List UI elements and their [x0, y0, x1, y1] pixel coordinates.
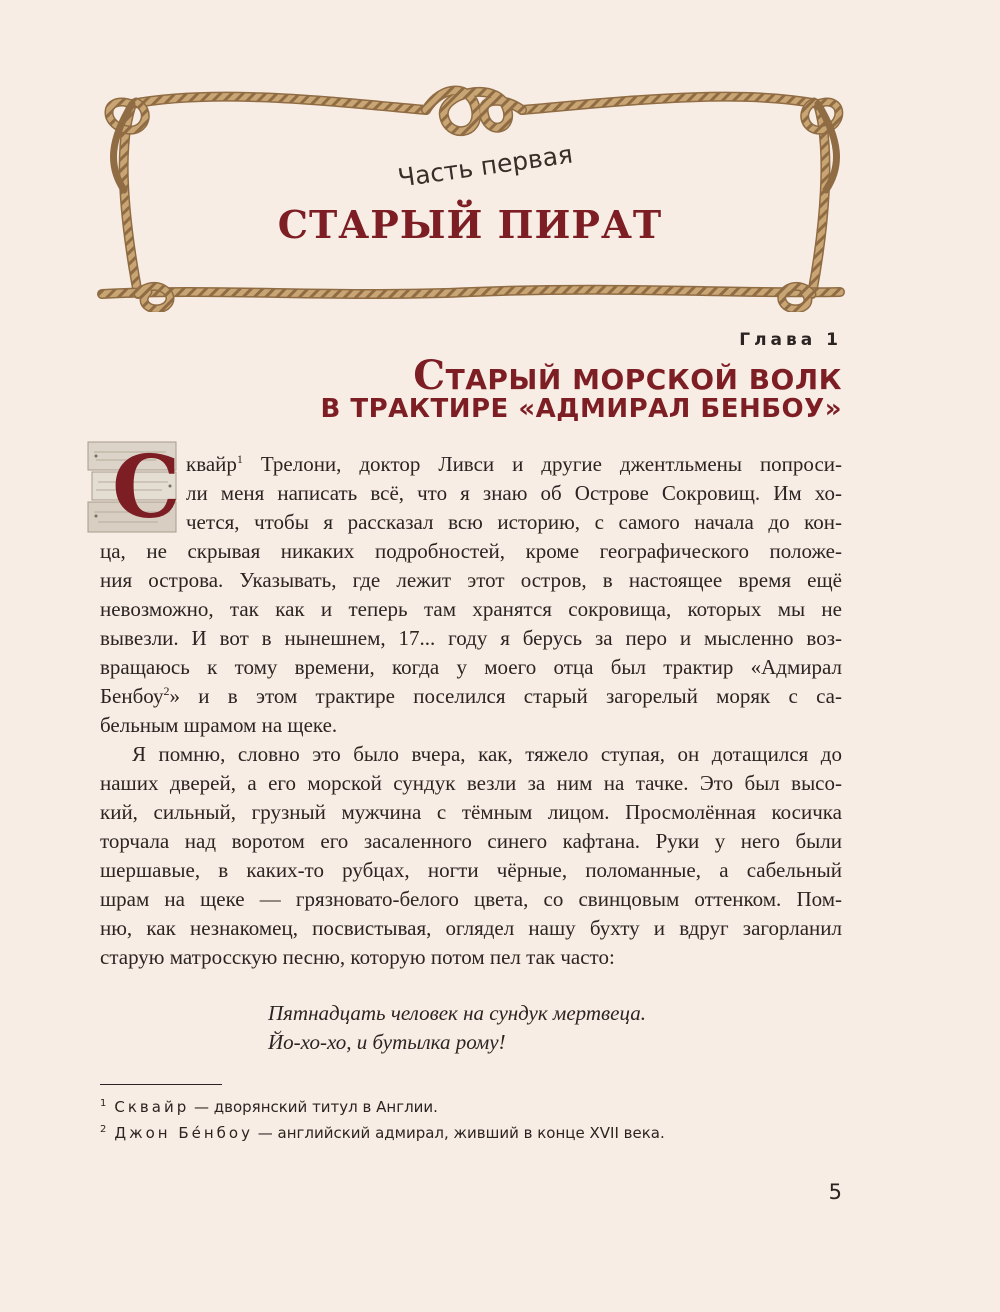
footnote-divider: [100, 1084, 222, 1085]
paragraph-1-line-7: вывезли. И вот в нынешнем, 17... году я берусь за перо и мысленно воз-: [100, 626, 842, 650]
footnote-number: 1: [100, 1098, 107, 1109]
text-span: квайр: [186, 452, 237, 476]
rope-frame-decoration: [96, 80, 848, 312]
text-span: Бенбоу: [100, 684, 164, 708]
paragraph-2-line-6: шрам на щеке — грязновато-белого цвета, со свинцовым оттенком. Пом-: [100, 887, 842, 911]
verse-line-2: Йо-хо-хо, и бутылка рому!: [268, 1030, 506, 1054]
paragraph-1-line-2: ли меня написать всё, что я знаю об Острове Сокровищ. Им хо-: [186, 481, 842, 505]
footnote-term: Джон Бéнбоу: [114, 1124, 253, 1142]
chapter-title-rest: ТАРЫЙ МОРСКОЙ ВОЛК: [445, 363, 842, 396]
paragraph-2-line-8: старую матросскую песню, которую потом пел так часто:: [100, 945, 615, 969]
footnote-ref-2[interactable]: 2: [163, 684, 170, 698]
paragraph-1-line-9: [100, 682, 842, 711]
paragraph-1-line-8: вращаюсь к тому времени, когда у моего отца был трактир «Адмирал: [100, 655, 842, 679]
part-label: Часть первая: [396, 139, 575, 193]
chapter-title-line-2: В ТРАКТИРЕ «АДМИРАЛ БЕНБОУ»: [320, 394, 842, 424]
paragraph-2-line-4: торчала над воротом его засаленного синего кафтана. Руки у него были: [100, 829, 842, 853]
paragraph-1-line-5: ния острова. Указывать, где лежит этот остров, в настоящее время ещё: [100, 568, 842, 592]
verse-line-1: Пятнадцать человек на сундук мертвеца.: [268, 1001, 646, 1025]
footnote-number: 2: [100, 1124, 107, 1135]
chapter-title-initial: С: [413, 352, 446, 399]
page-number: 5: [828, 1180, 842, 1204]
paragraph-2-line-1: Я помню, словно это было вчера, как, тяжело ступая, он дотащился до: [132, 742, 842, 766]
chapter-label: Глава 1: [739, 330, 842, 350]
paragraph-1-line-4: ца, не скрывая никаких подробностей, кроме географического положе-: [100, 539, 842, 563]
paragraph-1-line-1: [186, 450, 842, 479]
paragraph-1-line-10: бельным шрамом на щеке.: [100, 713, 338, 737]
footnote-1: [100, 1098, 438, 1116]
paragraph-2-line-2: наших дверей, а его морской сундук везли за ним на тачке. Это был высо-: [100, 771, 842, 795]
chapter-title-line-1: [413, 352, 842, 399]
footnote-term: Сквайр: [114, 1098, 190, 1116]
text-span: » и в этом трактире поселился старый загорелый моряк с са-: [169, 684, 842, 708]
paragraph-2-line-5: шершавые, в каких-то рубцах, ногти чёрные, поломанные, а сабельный: [100, 858, 842, 882]
footnote-text: — дворянский титул в Англии.: [189, 1098, 438, 1116]
part-title: СТАРЫЙ ПИРАТ: [277, 202, 663, 247]
body-text: [100, 450, 842, 972]
paragraph-1-line-6: невозможно, так как и теперь там хранятся сокровища, которых мы не: [100, 597, 842, 621]
text-span: Трелони, доктор Ливси и другие джентльмены попроси-: [242, 452, 842, 476]
drop-cap-letter: С: [112, 437, 181, 538]
paragraph-2-line-7: ню, как незнакомец, посвистывая, оглядел нашу бухту и вдруг загорланил: [100, 916, 842, 940]
footnote-2: [100, 1124, 665, 1142]
paragraph-2-line-3: кий, сильный, грузный мужчина с тёмным лицом. Просмолённая косичка: [100, 800, 842, 824]
paragraph-1-line-3: чется, чтобы я рассказал всю историю, с самого начала до кон-: [186, 510, 842, 534]
verse-epigraph: [268, 999, 646, 1057]
footnote-text: — английский адмирал, живший в конце XVII века.: [253, 1124, 665, 1142]
footnote-ref-1[interactable]: 1: [236, 452, 243, 466]
